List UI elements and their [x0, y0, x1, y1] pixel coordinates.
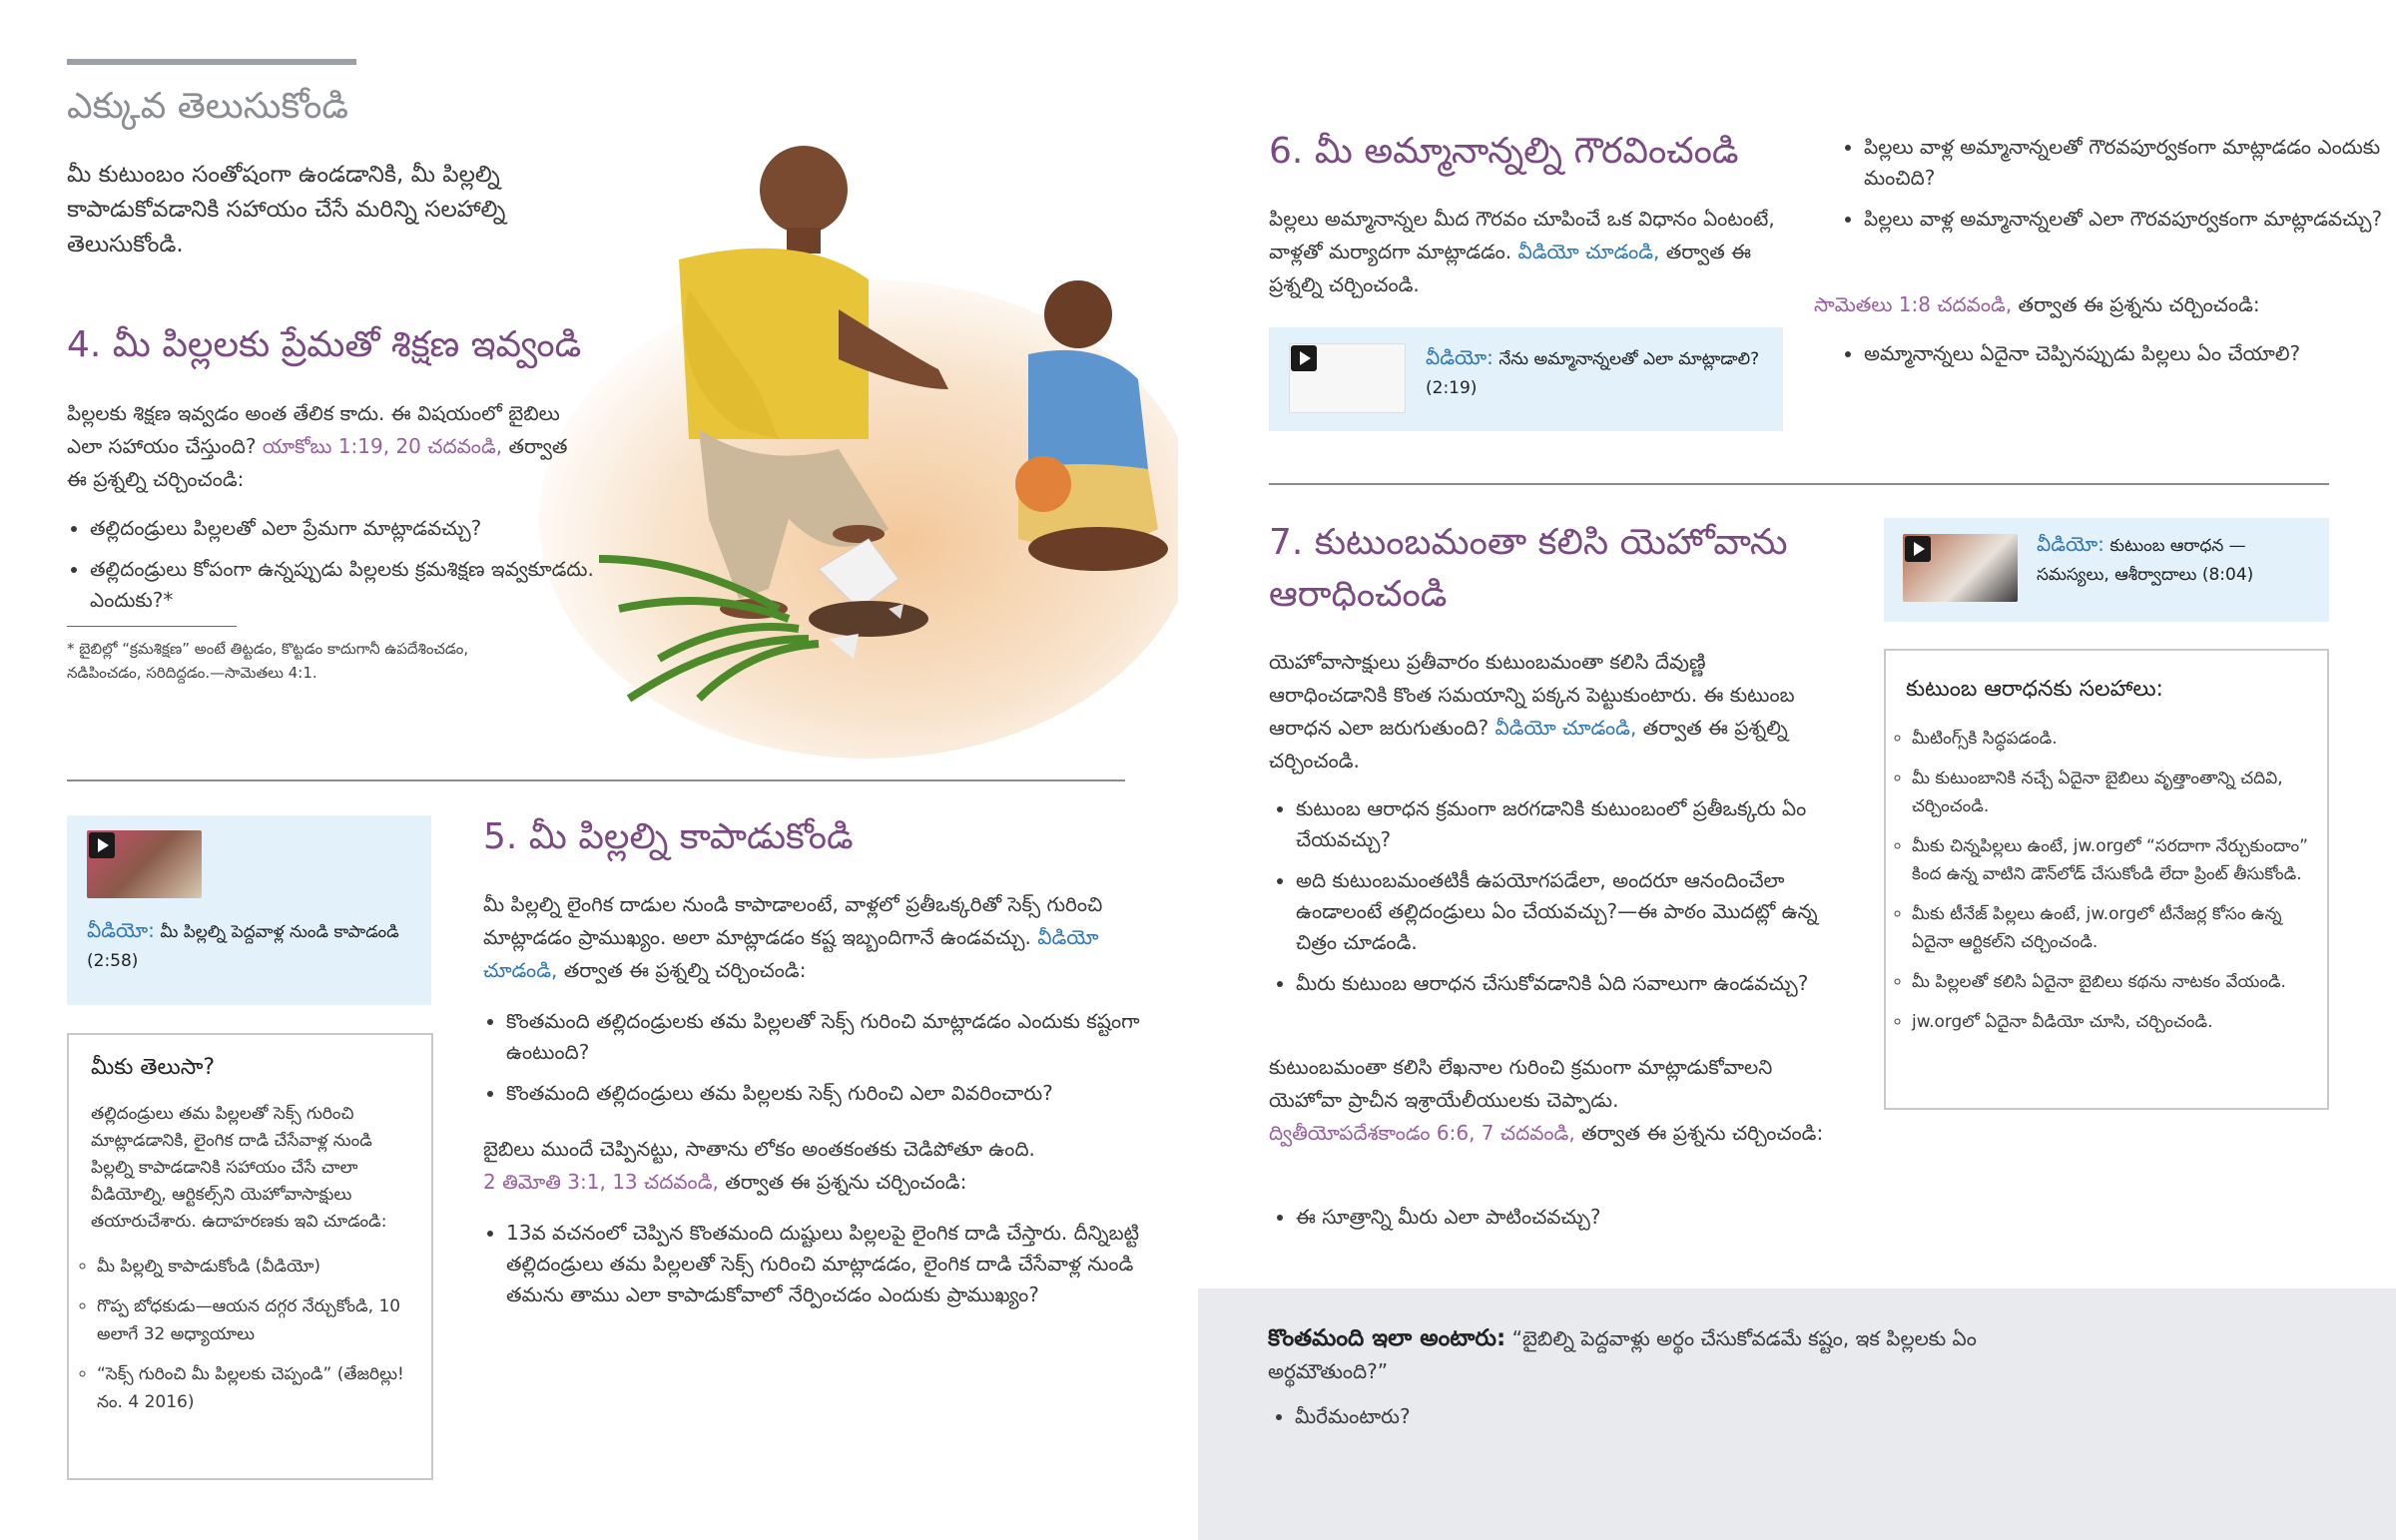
list-item: • కొంతమంది తల్లిదండ్రులు తమ పిల్లలకు సెక్స్ గురించి ఎలా వివరించారు?: [506, 1078, 1155, 1109]
section4-questions: [43, 513, 609, 626]
list-item: • మీరేమంటారు?: [1295, 1401, 1794, 1432]
section-divider: [1269, 483, 2329, 485]
family-worship-tips-panel: [1884, 649, 2329, 1110]
list-item: • అమ్మానాన్నలు ఏదైనా చెప్పినప్పుడు పిల్లలు ఏం చేయాలి?: [1864, 338, 2363, 369]
play-icon[interactable]: [1905, 536, 1931, 562]
section5-video-title: మీ పిల్లల్ని పెద్దవాళ్ల నుండి కాపాడండి (2:58): [87, 922, 399, 971]
section5-body-text: మీ పిల్లల్ని లైంగిక దాడుల నుండి కాపాడాలంటే, వాళ్లలో ప్రతీఒక్కరితో సెక్స్ గురించి మాట్లాడడం ప్రాముఖ్యం. అలా మాట్లాడడం కష్ట ఇబ్బందిగానే ఉండవచ్చు.: [483, 892, 1103, 949]
list-item: ◦ మీకు చిన్నపిల్లలు ఉంటే, jw.orgలో “సరదాగా నేర్చుకుందాం” కింద ఉన్న వాటిని డౌన్‌లోడ్ చేసుకోండి లేదా ప్రింట్ తీసుకోండి.: [1912, 832, 2311, 888]
learn-more-intro: మీ కుటుంబం సంతోషంగా ఉండడానికి, మీ పిల్లల్ని కాపాడుకోవడానికి సహాయం చేసే మరిన్ని సలహాల్ని తెలుసుకోండి.: [67, 162, 506, 257]
section7-questions-2: [1249, 1202, 1835, 1243]
section4-footnote: * బైబిల్లో “క్రమశిక్షణ” అంటే తిట్టడం, కొట్టడం కాదుగానీ ఉపదేశించడం, నడిపించడం, సరిదిద్దడం.—సామెతలు 4:1.: [67, 640, 469, 682]
list-item: • తల్లిదండ్రులు కోపంగా ఉన్నప్పుడు పిల్లలకు క్రమశిక్షణ ఇవ్వకూడదు. ఎందుకు?*: [90, 554, 609, 616]
list-item: ◦ మీటింగ్స్‌కి సిద్ధపడండి.: [1912, 725, 2311, 753]
section5-body2-text: బైబిలు ముందే చెప్పినట్టు, సాతాను లోకం అంతకంతకు చెడిపోతూ ఉంది.: [483, 1137, 1035, 1161]
section7-body2: [1269, 1051, 1828, 1150]
section5-ref-tail: తర్వాత ఈ ప్రశ్నను చర్చించండి:: [718, 1170, 967, 1194]
list-item: • కొంతమంది తల్లిదండ్రులకు తమ పిల్లలతో సెక్స్ గురించి మాట్లాడడం ఎందుకు కష్టంగా ఉంటుంది?: [506, 1006, 1155, 1068]
section6-questions: [1817, 132, 2383, 245]
section6-ref-line: [1814, 288, 2353, 321]
list-item[interactable]: ◦ “సెక్స్ గురించి మీ పిల్లలకు చెప్పండి” (తేజరిల్లు! నం. 4 2016): [97, 1360, 416, 1416]
list-item: • కుటుంబ ఆరాధన క్రమంగా జరగడానికి కుటుంబంలో ప్రతీఒక్కరు ఏం చేయవచ్చు?: [1296, 793, 1835, 855]
section7-body2-text: కుటుంబమంతా కలిసి లేఖనాల గురించి క్రమంగా మాట్లాడుకోవాలని యెహోవా ప్రాచీన ఇశ్రాయేలీయులకు చెప్పాడు.: [1269, 1055, 1773, 1112]
list-item: • మీరు కుటుంబ ఆరాధన చేసుకోవడానికి ఏది సవాలుగా ఉండవచ్చు?: [1296, 968, 1835, 999]
section4-body-tail: తర్వాత ఈ ప్రశ్నల్ని చర్చించండి:: [67, 434, 568, 491]
section6-body-text: పిల్లలు అమ్మానాన్నల మీద గౌరవం చూపించే ఒక విధానం ఏంటంటే, వాళ్లతో మర్యాదగా మాట్లాడడం.: [1269, 207, 1775, 263]
section7-video-caption[interactable]: [2037, 530, 2316, 590]
play-icon[interactable]: [89, 832, 115, 858]
section5-body-tail: తర్వాత ఈ ప్రశ్నల్ని చర్చించండి:: [557, 958, 807, 982]
section7-scripture-ref[interactable]: ద్వితీయోపదేశకాండం 6:6, 7 చదవండి,: [1269, 1121, 1575, 1145]
father-son-illustration: [539, 140, 1178, 759]
section5-watch-video-link[interactable]: వీడియో చూడండి,: [483, 925, 1099, 982]
section6-title: 6. మీ అమ్మానాన్నల్ని గౌరవించండి: [1269, 131, 1739, 172]
footnote-rule: [67, 626, 237, 627]
list-item[interactable]: ◦ గొప్ప బోధకుడు—ఆయన దగ్గర నేర్చుకోండి, 10 అలాగే 32 అధ్యాయాలు: [97, 1292, 416, 1348]
section6-body: [1269, 203, 1788, 301]
section4-title: 4. మీ పిల్లలకు ప్రేమతో శిక్షణ ఇవ్వండి: [67, 324, 582, 365]
section6-body-tail: తర్వాత ఈ ప్రశ్నల్ని చర్చించండి.: [1269, 240, 1752, 296]
section5-body2: [483, 1133, 1132, 1199]
section7-body: [1269, 646, 1808, 777]
section5-video-caption[interactable]: [87, 916, 416, 976]
section6-questions-2: [1817, 338, 2363, 379]
list-item: ◦ మీ పిల్లలతో కలిసి ఏదైనా బైబిలు కథను నాటకం వేయండి.: [1912, 968, 2311, 996]
some-say-label: కొంతమంది ఇలా అంటారు:: [1268, 1325, 1506, 1351]
list-item: • పిల్లలు వాళ్ల అమ్మానాన్నలతో గౌరవపూర్వకంగా మాట్లాడడం ఎందుకు మంచిది?: [1864, 132, 2383, 194]
learn-more-title: ఎక్కువ తెలుసుకోండి: [67, 86, 349, 127]
section6-video-title: నేను అమ్మానాన్నలతో ఎలా మాట్లాడాలి? (2:19): [1426, 349, 1760, 398]
section5-body: [483, 888, 1132, 987]
some-say-text: “బైబిల్ని పెద్దవాళ్లు అర్థం చేసుకోవడమే కష్టం, ఇక పిల్లలకు ఏం అర్థమౌతుంది?”: [1268, 1326, 1977, 1383]
section4-body-text: పిల్లలకు శిక్షణ ఇవ్వడం అంత తేలిక కాదు. ఈ విషయంలో బైబిలు ఎలా సహాయం చేస్తుంది?: [67, 401, 560, 458]
section4-body: [67, 397, 586, 496]
list-item: • 13వ వచనంలో చెప్పిన కొంతమంది దుష్టులు పిల్లలపై లైంగిక దాడి చేస్తారు. దీన్నిబట్టి తల్లిదండ్రులు తమ పిల్లలతో సెక్స్ గురించి మాట్లాడడం, లైంగిక దాడి చేసేవాళ్ల నుండి తమను తాము ఎలా కాపాడుకోవాలో నేర్పించడం ఎందుకు ప్రాముఖ్యం?: [506, 1218, 1175, 1310]
video-label: వీడియో:: [87, 918, 155, 942]
tips-list: [1886, 725, 2311, 1048]
title-rule: [67, 59, 356, 65]
section6-video-caption[interactable]: [1426, 343, 1765, 403]
section7-watch-video-link[interactable]: వీడియో చూడండి,: [1495, 716, 1637, 740]
section7-video-box[interactable]: [1884, 518, 2329, 622]
some-say-box: [1198, 1288, 2396, 1540]
section5-questions: [459, 1006, 1155, 1119]
did-you-know-title: మీకు తెలుసా?: [91, 1055, 216, 1080]
did-you-know-list: [71, 1253, 416, 1428]
section6-watch-video-link[interactable]: వీడియో చూడండి,: [1517, 240, 1660, 263]
video-label: వీడియో:: [2037, 532, 2104, 556]
did-you-know-panel: [67, 1033, 433, 1480]
section6-ref-tail: తర్వాత ఈ ప్రశ్నను చర్చించండి:: [2012, 292, 2260, 316]
some-say-questions: [1248, 1401, 1794, 1442]
play-icon[interactable]: [1291, 345, 1317, 371]
section5-video-box[interactable]: [67, 815, 431, 1005]
video-label: వీడియో:: [1426, 345, 1494, 369]
section4-scripture-ref[interactable]: యాకోబు 1:19, 20 చదవండి,: [262, 434, 503, 458]
section5-questions-2: [459, 1218, 1175, 1320]
section7-questions: [1249, 793, 1835, 1009]
section5-scripture-ref[interactable]: 2 తిమోతి 3:1, 13 చదవండి,: [483, 1170, 719, 1194]
section7-video-title: కుటుంబ ఆరాధన —సమస్యలు, ఆశీర్వాదాలు (8:04): [2037, 536, 2254, 585]
did-you-know-body: తల్లిదండ్రులు తమ పిల్లలతో సెక్స్ గురించి మాట్లాడడానికి, లైంగిక దాడి చేసేవాళ్ల నుండి పిల్లల్ని కాపాడడానికి సహాయం చేసే చాలా వీడియోల్ని, ఆర్టికల్స్‌ని యెహోవాసాక్షులు తయారుచేశారు. ఉదాహరణకు ఇవి చూడండి:: [91, 1104, 387, 1232]
list-item: • తల్లిదండ్రులు పిల్లలతో ఎలా ప్రేమగా మాట్లాడవచ్చు?: [90, 513, 609, 544]
section7-title: 7. కుటుంబమంతా కలిసి యెహోవాను ఆరాధించండి: [1269, 522, 1788, 615]
list-item[interactable]: ◦ మీ పిల్లల్ని కాపాడుకోండి (వీడియో): [97, 1253, 416, 1281]
list-item: • పిల్లలు వాళ్ల అమ్మానాన్నలతో ఎలా గౌరవపూర్వకంగా మాట్లాడవచ్చు?: [1864, 204, 2383, 235]
list-item: ◦ మీ కుటుంబానికి నచ్చే ఏదైనా బైబిలు వృత్తాంతాన్ని చదివి, చర్చించండి.: [1912, 765, 2311, 820]
list-item: ◦ మీకు టీనేజ్ పిల్లలు ఉంటే, jw.orgలో టీనేజర్ల కోసం ఉన్న ఏదైనా ఆర్టికల్‌ని చర్చించండి.: [1912, 900, 2311, 956]
some-say-quote: [1268, 1322, 1987, 1388]
section6-scripture-ref[interactable]: సామెతలు 1:8 చదవండి,: [1814, 292, 2013, 316]
section5-title: 5. మీ పిల్లల్ని కాపాడుకోండి: [483, 816, 854, 857]
list-item: • అది కుటుంబమంతటికీ ఉపయోగపడేలా, అందరూ ఆనందించేలా ఉండాలంటే తల్లిదండ్రులు ఏం చేయవచ్చు?—ఈ పాఠం మొదట్లో ఉన్న చిత్రం చూడండి.: [1296, 865, 1835, 958]
section7-ref-tail: తర్వాత ఈ ప్రశ్నను చర్చించండి:: [1574, 1121, 1824, 1145]
section7-body-tail: తర్వాత ఈ ప్రశ్నల్ని చర్చించండి.: [1269, 716, 1788, 772]
list-item: ◦ jw.orgలో ఏదైనా వీడియో చూసి, చర్చించండి.: [1912, 1008, 2311, 1036]
section6-video-box[interactable]: [1269, 327, 1783, 431]
tips-title: కుటుంబ ఆరాధనకు సలహాలు:: [1906, 677, 2163, 702]
section7-body-text: యెహోవాసాక్షులు ప్రతీవారం కుటుంబమంతా కలిసి దేవుణ్ణి ఆరాధించడానికి కొంత సమయాన్ని పక్కన పెట్టుకుంటారు. ఈ కుటుంబ ఆరాధన ఎలా జరుగుతుంది?: [1269, 650, 1795, 740]
section-divider: [67, 779, 1125, 781]
list-item: • ఈ సూత్రాన్ని మీరు ఎలా పాటించవచ్చు?: [1296, 1202, 1835, 1233]
